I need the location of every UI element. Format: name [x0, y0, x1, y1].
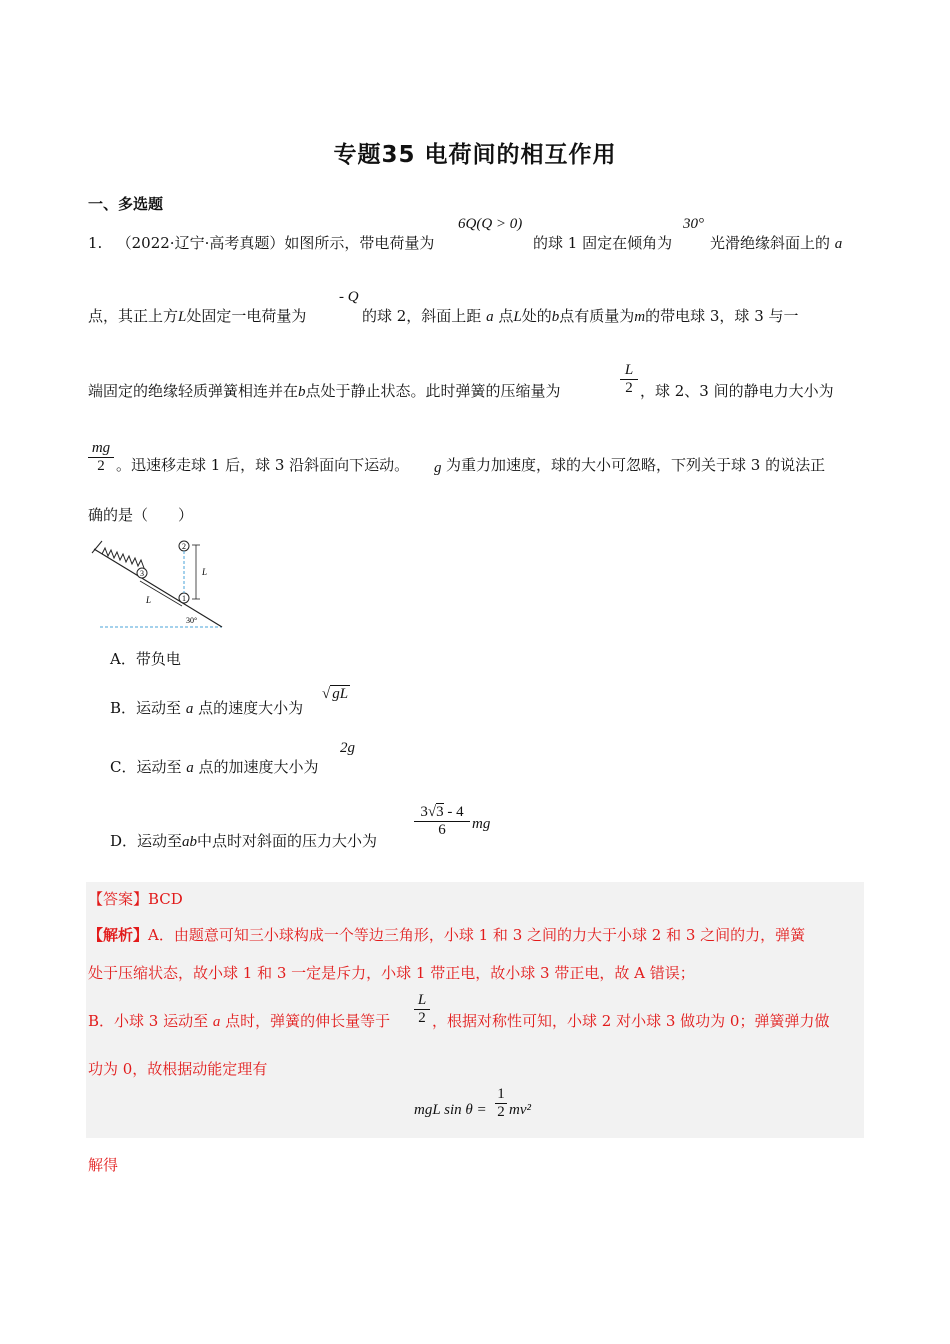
analysis-line-3 [88, 1010, 390, 1031]
var-a: a [185, 701, 194, 717]
question-line-5: 确的是（ ） [88, 506, 194, 524]
question-text: 点有质量为 [559, 307, 635, 325]
question-text: 的带电球 3，球 3 与一 [645, 307, 799, 325]
option-text: 点的速度大小为 [198, 699, 304, 717]
label-L-vertical: L [202, 567, 208, 577]
fraction-L-over-2 [620, 362, 638, 397]
expr-mg: mg [472, 816, 491, 832]
var-b: b [551, 309, 560, 325]
analysis-line-2: 处于压缩状态，故小球 1 和 3 一定是斥力，小球 1 带正电，故小球 3 带正电，故 A 错误； [88, 964, 695, 982]
charge-expression: 6Q(Q > 0) [458, 216, 523, 232]
option-c [110, 756, 319, 777]
question-text: 如图所示，带电荷量为 [284, 234, 435, 252]
var-a: a [834, 236, 843, 252]
fraction-denominator: 2 [418, 1010, 426, 1026]
incline-figure [88, 535, 228, 633]
var-a: a [186, 760, 194, 776]
solve-label: 解得 [88, 1156, 119, 1174]
question-line-2b [362, 305, 799, 326]
var-L: L [513, 309, 522, 325]
analysis-label: 【解析】 [88, 926, 149, 944]
analysis-text: 点时，弹簧的伸长量等于 [225, 1012, 391, 1030]
equation-left: mgL sin θ = [414, 1102, 487, 1118]
answer-label: 【答案】BCD [88, 890, 183, 908]
analysis-line-4: 功为 0，故根据动能定理有 [88, 1060, 268, 1078]
option-text: B．运动至 [110, 699, 182, 717]
ball-1-label: 1 [182, 594, 186, 603]
var-b: b [298, 384, 306, 400]
analysis-text: A．由题意可知三小球构成一个等边三角形，小球 1 和 3 之间的力大于小球 2 和 3 之间的力，弹簧 [148, 926, 806, 944]
question-line-3b: ，球 2、3 间的静电力大小为 [640, 382, 834, 400]
question-text: 光滑绝缘斜面上的 [710, 234, 831, 252]
incline-surface [94, 549, 222, 627]
option-b [110, 697, 303, 718]
analysis-line-3b: ，根据对称性可知，小球 2 对小球 3 做功为 0；弹簧弹力做 [432, 1012, 830, 1030]
question-line-3 [88, 380, 561, 401]
expr-2g: 2g [340, 740, 355, 756]
question-number: 1. [88, 234, 103, 252]
analysis-text: B．小球 3 运动至 [88, 1012, 209, 1030]
var-L: L [178, 309, 187, 325]
fraction-numerator: 3√3 - 4 [414, 804, 470, 822]
option-d [110, 830, 377, 851]
angle-expression: 30° [683, 216, 704, 232]
var-a: a [212, 1014, 221, 1030]
fraction-numerator: L [620, 362, 638, 380]
question-text: 处固定一电荷量为 [186, 307, 307, 325]
question-text: 点，其正上方 [88, 307, 179, 325]
question-line-1 [88, 232, 434, 253]
question-text: 点处于静止状态。此时弹簧的压缩量为 [305, 382, 561, 400]
question-line-2 [88, 305, 306, 326]
var-ab: ab [182, 834, 198, 850]
sqrt-gL [322, 686, 350, 703]
angle-label: 30° [186, 616, 198, 625]
num-coef: 3 [420, 804, 428, 820]
var-m: m [634, 309, 646, 325]
question-line-1c [710, 232, 842, 253]
sqrt-sign: √ [322, 686, 331, 702]
question-text: 端固定的绝缘轻质弹簧相连并在 [88, 382, 299, 400]
analysis-line-1 [88, 924, 805, 945]
negative-charge: - Q [339, 289, 359, 305]
fraction-denominator: 2 [625, 380, 633, 396]
question-line-4: 。迅速移走球 1 后，球 3 沿斜面向下运动。 [116, 456, 410, 474]
fraction-mg-over-2 [88, 440, 114, 475]
question-line-4b: 为重力加速度，球的大小可忽略，下列关于球 3 的说法正 [446, 456, 826, 474]
page-title: 专题35 电荷间的相互作用 [333, 142, 617, 168]
fraction-denominator: 2 [97, 458, 105, 474]
question-text: 处的 [521, 307, 552, 325]
equation-fraction [495, 1086, 507, 1121]
option-text: C．运动至 [110, 758, 182, 776]
fraction-option-d [414, 804, 470, 839]
section-heading: 一、多选题 [88, 195, 164, 213]
fraction-denominator: 2 [497, 1104, 505, 1120]
label-L-slope: L [146, 595, 152, 605]
fraction-L-over-2-answer [414, 992, 430, 1027]
num-radicand: 3 [436, 804, 444, 820]
fraction-numerator: L [414, 992, 430, 1010]
question-text: 点 [498, 307, 514, 325]
question-text: 的球 2，斜面上距 [362, 307, 482, 325]
option-text: 点的加速度大小为 [198, 758, 319, 776]
question-line-1b: 的球 1 固定在倾角为 [533, 234, 673, 252]
sqrt-radicand: gL [332, 686, 349, 702]
var-g: g [434, 460, 442, 476]
ball-2-label: 2 [182, 542, 186, 551]
option-text: D．运动至 [110, 832, 183, 850]
question-source: （2022·辽宁·高考真题） [116, 234, 285, 252]
fraction-denominator: 6 [438, 822, 446, 838]
ball-3-label: 3 [140, 569, 144, 578]
option-text: 中点时对斜面的压力大小为 [197, 832, 378, 850]
num-term: - 4 [443, 804, 464, 820]
equation-right: mv² [509, 1102, 531, 1118]
fraction-numerator: 1 [495, 1086, 507, 1104]
option-a: A．带负电 [110, 650, 181, 668]
fraction-numerator: mg [88, 440, 114, 458]
var-a: a [486, 309, 494, 325]
